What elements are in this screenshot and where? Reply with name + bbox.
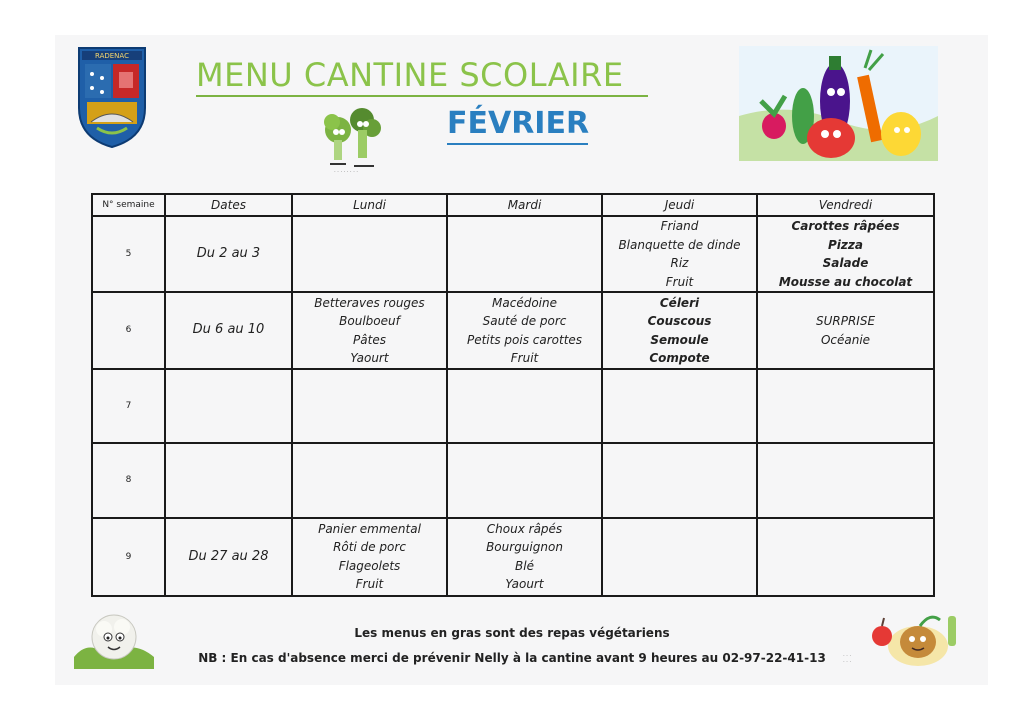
week-dates <box>165 443 292 517</box>
cell-lundi <box>292 518 447 596</box>
week-dates: Du 2 au 3 <box>165 216 292 292</box>
cell-jeudi <box>602 292 757 368</box>
header-mardi: Mardi <box>447 194 602 216</box>
menu-item: Sauté de porc <box>482 314 567 329</box>
month-underline <box>447 143 588 145</box>
menu-item: Betteraves rouges <box>314 295 425 310</box>
table-row <box>92 443 934 517</box>
page-title: MENU CANTINE SCOLAIRE <box>196 56 624 94</box>
menu-item: Yaourt <box>505 577 544 592</box>
cell-mardi <box>447 292 602 368</box>
cell-lundi <box>292 216 447 292</box>
week-number: 5 <box>92 216 165 292</box>
menu-item: Yaourt <box>350 351 389 366</box>
cell-jeudi <box>602 369 757 443</box>
menu-table <box>91 193 935 597</box>
cell-vendredi <box>757 292 934 368</box>
week-number: 6 <box>92 292 165 368</box>
menu-item: Friand <box>660 219 699 234</box>
header-jeudi: Jeudi <box>602 194 757 216</box>
cell-vendredi <box>757 216 934 292</box>
menu-item: Boulboeuf <box>339 314 400 329</box>
menu-item: Fruit <box>355 577 384 592</box>
crest-label: RADENAC <box>95 52 129 60</box>
table-row <box>92 216 934 292</box>
vegetarian-note: Les menus en gras sont des repas végétariens <box>354 626 670 640</box>
absence-note: NB : En cas d'absence merci de prévenir Nelly à la cantine avant 9 heures au 02-97-22-41-13 <box>198 651 826 665</box>
header-dates: Dates <box>165 194 292 216</box>
broccoli-caption: · · · · · · · · <box>334 169 358 175</box>
cell-jeudi <box>602 216 757 292</box>
cell-vendredi <box>757 443 934 517</box>
cell-lundi <box>292 369 447 443</box>
menu-item: Semoule <box>650 332 709 347</box>
table-row <box>92 369 934 443</box>
month-heading: FÉVRIER <box>447 106 590 141</box>
menu-item: Couscous <box>647 314 712 329</box>
week-dates: Du 27 au 28 <box>165 518 292 596</box>
header-week: N° semaine <box>92 194 165 216</box>
menu-item: Macédoine <box>492 295 557 310</box>
menu-item: Petits pois carottes <box>466 332 583 347</box>
menu-item: Blé <box>515 558 534 573</box>
cell-jeudi <box>602 443 757 517</box>
menu-item: Blanquette de dinde <box>618 237 741 252</box>
menu-item: Océanie <box>820 332 871 347</box>
cell-mardi <box>447 216 602 292</box>
menu-item: Fruit <box>510 351 539 366</box>
cell-lundi <box>292 292 447 368</box>
table-row <box>92 292 934 368</box>
week-dates <box>165 369 292 443</box>
menu-item: Rôti de porc <box>333 540 406 555</box>
menu-item: Panier emmental <box>318 521 421 536</box>
table-row <box>92 518 934 596</box>
week-dates: Du 6 au 10 <box>165 292 292 368</box>
menu-item: Pâtes <box>353 332 386 347</box>
broccoli-mascot-icon <box>318 104 386 176</box>
menu-item: Riz <box>670 256 689 271</box>
menu-item: Salade <box>822 256 869 271</box>
cell-jeudi <box>602 518 757 596</box>
menu-item: Céleri <box>659 295 700 310</box>
menu-item: Flageolets <box>338 558 401 573</box>
week-number: 8 <box>92 443 165 517</box>
cell-vendredi <box>757 369 934 443</box>
week-number: 7 <box>92 369 165 443</box>
menu-item: Bourguignon <box>486 540 563 555</box>
menu-item: Compote <box>649 351 710 366</box>
menu-item: Mousse au chocolat <box>778 274 913 289</box>
menu-item: SURPRISE <box>815 314 876 329</box>
title-underline <box>196 95 648 97</box>
vegetables-mascots-icon <box>739 46 938 161</box>
cell-mardi <box>447 443 602 517</box>
cell-lundi <box>292 443 447 517</box>
menu-item: Fruit <box>665 274 694 289</box>
cell-mardi <box>447 518 602 596</box>
menu-item: Pizza <box>828 237 863 252</box>
week-number: 9 <box>92 518 165 596</box>
cell-vendredi <box>757 518 934 596</box>
cell-mardi <box>447 369 602 443</box>
coat-of-arms-icon <box>77 46 147 149</box>
header-lundi: Lundi <box>292 194 447 216</box>
header-vendredi: Vendredi <box>757 194 934 216</box>
table-header-row <box>92 194 934 216</box>
menu-item: Choux râpés <box>486 521 563 536</box>
apple-caption: · · · · · · <box>843 653 851 665</box>
menu-item: Carottes râpées <box>791 219 900 234</box>
